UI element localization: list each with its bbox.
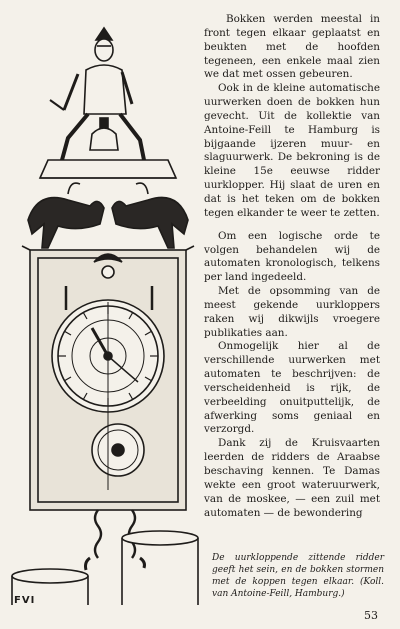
artist-signature: FVI — [14, 595, 36, 606]
bell — [40, 128, 176, 178]
page-number: 53 — [364, 609, 378, 622]
paragraph: Om een logische orde te volgen behandelen wij de automaten kronologisch, telkens per land ingedeeld. — [204, 229, 380, 284]
weights — [12, 531, 198, 605]
body-text — [204, 13, 380, 520]
goats-figure — [28, 183, 188, 248]
paragraph: Ook in de kleine automatische uurwerken doen de bokken hun gevecht. Uit de kollektie van Antoine-Feill te Hamburg is bijgaande ijzeren muur- en slaguurwerk. De bekroning is de kleine 15e eeuwse ridder uurklopper. Hij slaat de uren en dat is het teken om de bokken tegen elkander te weer te zetten. — [204, 82, 380, 219]
clock-illustration — [8, 10, 203, 605]
figure-caption: De uurkloppende zittende ridder geeft het sein, en de bokken stormen met de koppen tegen elkaar. (Koll. van Antoine-Feill, Hamburg.) — [212, 553, 384, 599]
paragraph: Dank zij de Kruisvaarten leerden de ridders de Araabse beschaving kennen. Te Damas wekte een groot wateruurwerk, van de moskee, — een zuil met automaten — de bewondering — [204, 437, 380, 519]
paragraph: Onmogelijk hier al de verschillende uurwerken met automaten te beschrijven: de verscheidenheid is rijk, de verbeelding onuitputtelijk, de afwerking soms geniaal en verzorgd. — [204, 340, 380, 436]
paragraph: Met de opsomming van de meest gekende uurkloppers raken wij dikwijls vroegere publikaties aan. — [204, 285, 380, 339]
paragraph: Bokken werden meestal in front tegen elkaar geplaatst en beukten met de hoofden tegeneen, een enkele maal zien we dat met ossen gebeuren. — [204, 13, 380, 81]
